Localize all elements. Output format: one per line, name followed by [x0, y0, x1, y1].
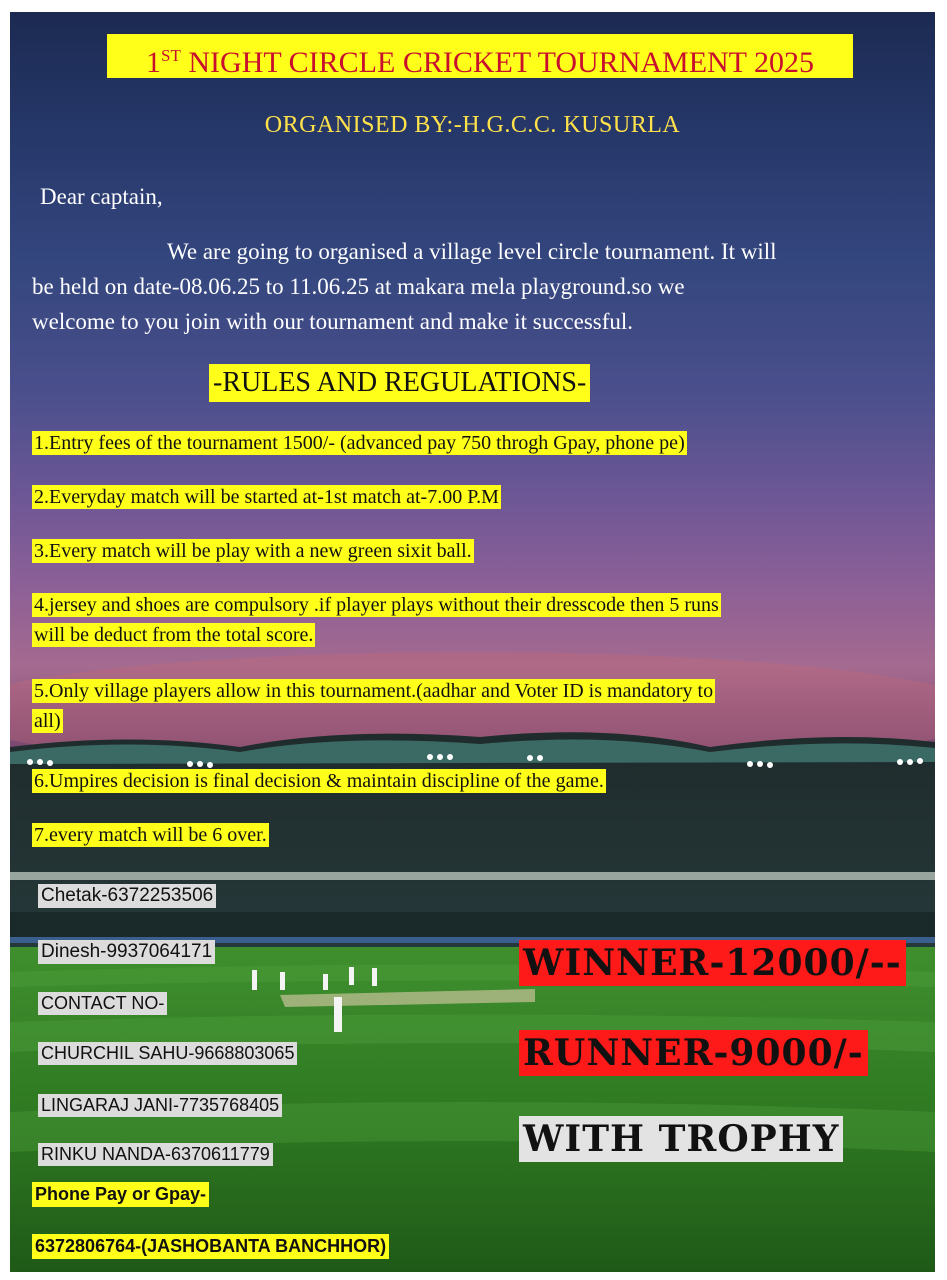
- rule-1-text: 1.Entry fees of the tournament 1500/- (advanced pay 750 throgh Gpay, phone pe): [34, 432, 685, 454]
- payment-number: 6372806764-(JASHOBANTA BANCHHOR): [32, 1234, 389, 1259]
- poster-title: [107, 34, 853, 78]
- rule-1: [32, 428, 687, 458]
- salutation: Dear captain,: [40, 184, 163, 209]
- rule-2: [32, 482, 501, 512]
- rule-7: [32, 820, 269, 850]
- invitation-line-1: We are going to organised a village level circle tournament. It will: [167, 239, 777, 264]
- invitation-line-3: welcome to you join with our tournament and make it successful.: [32, 309, 634, 334]
- rule-4: [32, 590, 721, 650]
- contact-label: CONTACT NO-: [38, 992, 167, 1015]
- rule-5-text-line-1: 5.Only village players allow in this tournament.(aadhar and Voter ID is mandatory to: [34, 680, 714, 702]
- contact-churchil: CHURCHIL SAHU-9668803065: [38, 1042, 297, 1065]
- rule-5: [32, 676, 715, 736]
- contact-lingaraj: LINGARAJ JANI-7735768405: [38, 1094, 282, 1117]
- rule-7-text: 7.every match will be 6 over.: [34, 824, 267, 846]
- title-ordinal-suffix: ST: [161, 46, 181, 65]
- tournament-poster: [10, 12, 935, 1272]
- rule-3-text: 3.Every match will be play with a new green sixit ball.: [34, 540, 472, 562]
- title-prefix: 1: [146, 46, 162, 79]
- contact-rinku: RINKU NANDA-6370611779: [38, 1143, 273, 1166]
- runner-prize: RUNNER-9000/-: [519, 1030, 868, 1076]
- rule-3: [32, 536, 474, 566]
- rule-2-text: 2.Everyday match will be started at-1st match at-7.00 P.M: [34, 486, 499, 508]
- winner-prize: WINNER-12000/--: [519, 940, 906, 986]
- rule-4-text-line-1: 4.jersey and shoes are compulsory .if player plays without their dresscode then 5 runs: [34, 594, 719, 616]
- trophy-note: WITH TROPHY: [519, 1116, 843, 1162]
- contact-chetak: Chetak-6372253506: [38, 884, 216, 908]
- rules-heading: -RULES AND REGULATIONS-: [209, 364, 590, 402]
- rule-6-text: 6.Umpires decision is final decision & maintain discipline of the game.: [34, 770, 604, 792]
- organiser-line: ORGANISED BY:-H.G.C.C. KUSURLA: [264, 112, 681, 138]
- title-text: NIGHT CIRCLE CRICKET TOURNAMENT 2025: [180, 46, 814, 79]
- payment-label: Phone Pay or Gpay-: [32, 1182, 209, 1207]
- invitation-line-2: be held on date-08.06.25 to 11.06.25 at makara mela playground.so we: [32, 274, 685, 299]
- rule-4-text-line-2: will be deduct from the total score.: [34, 624, 314, 646]
- contact-dinesh: Dinesh-9937064171: [38, 940, 215, 964]
- rule-6: [32, 766, 606, 796]
- rule-5-text-line-2: all): [34, 710, 61, 732]
